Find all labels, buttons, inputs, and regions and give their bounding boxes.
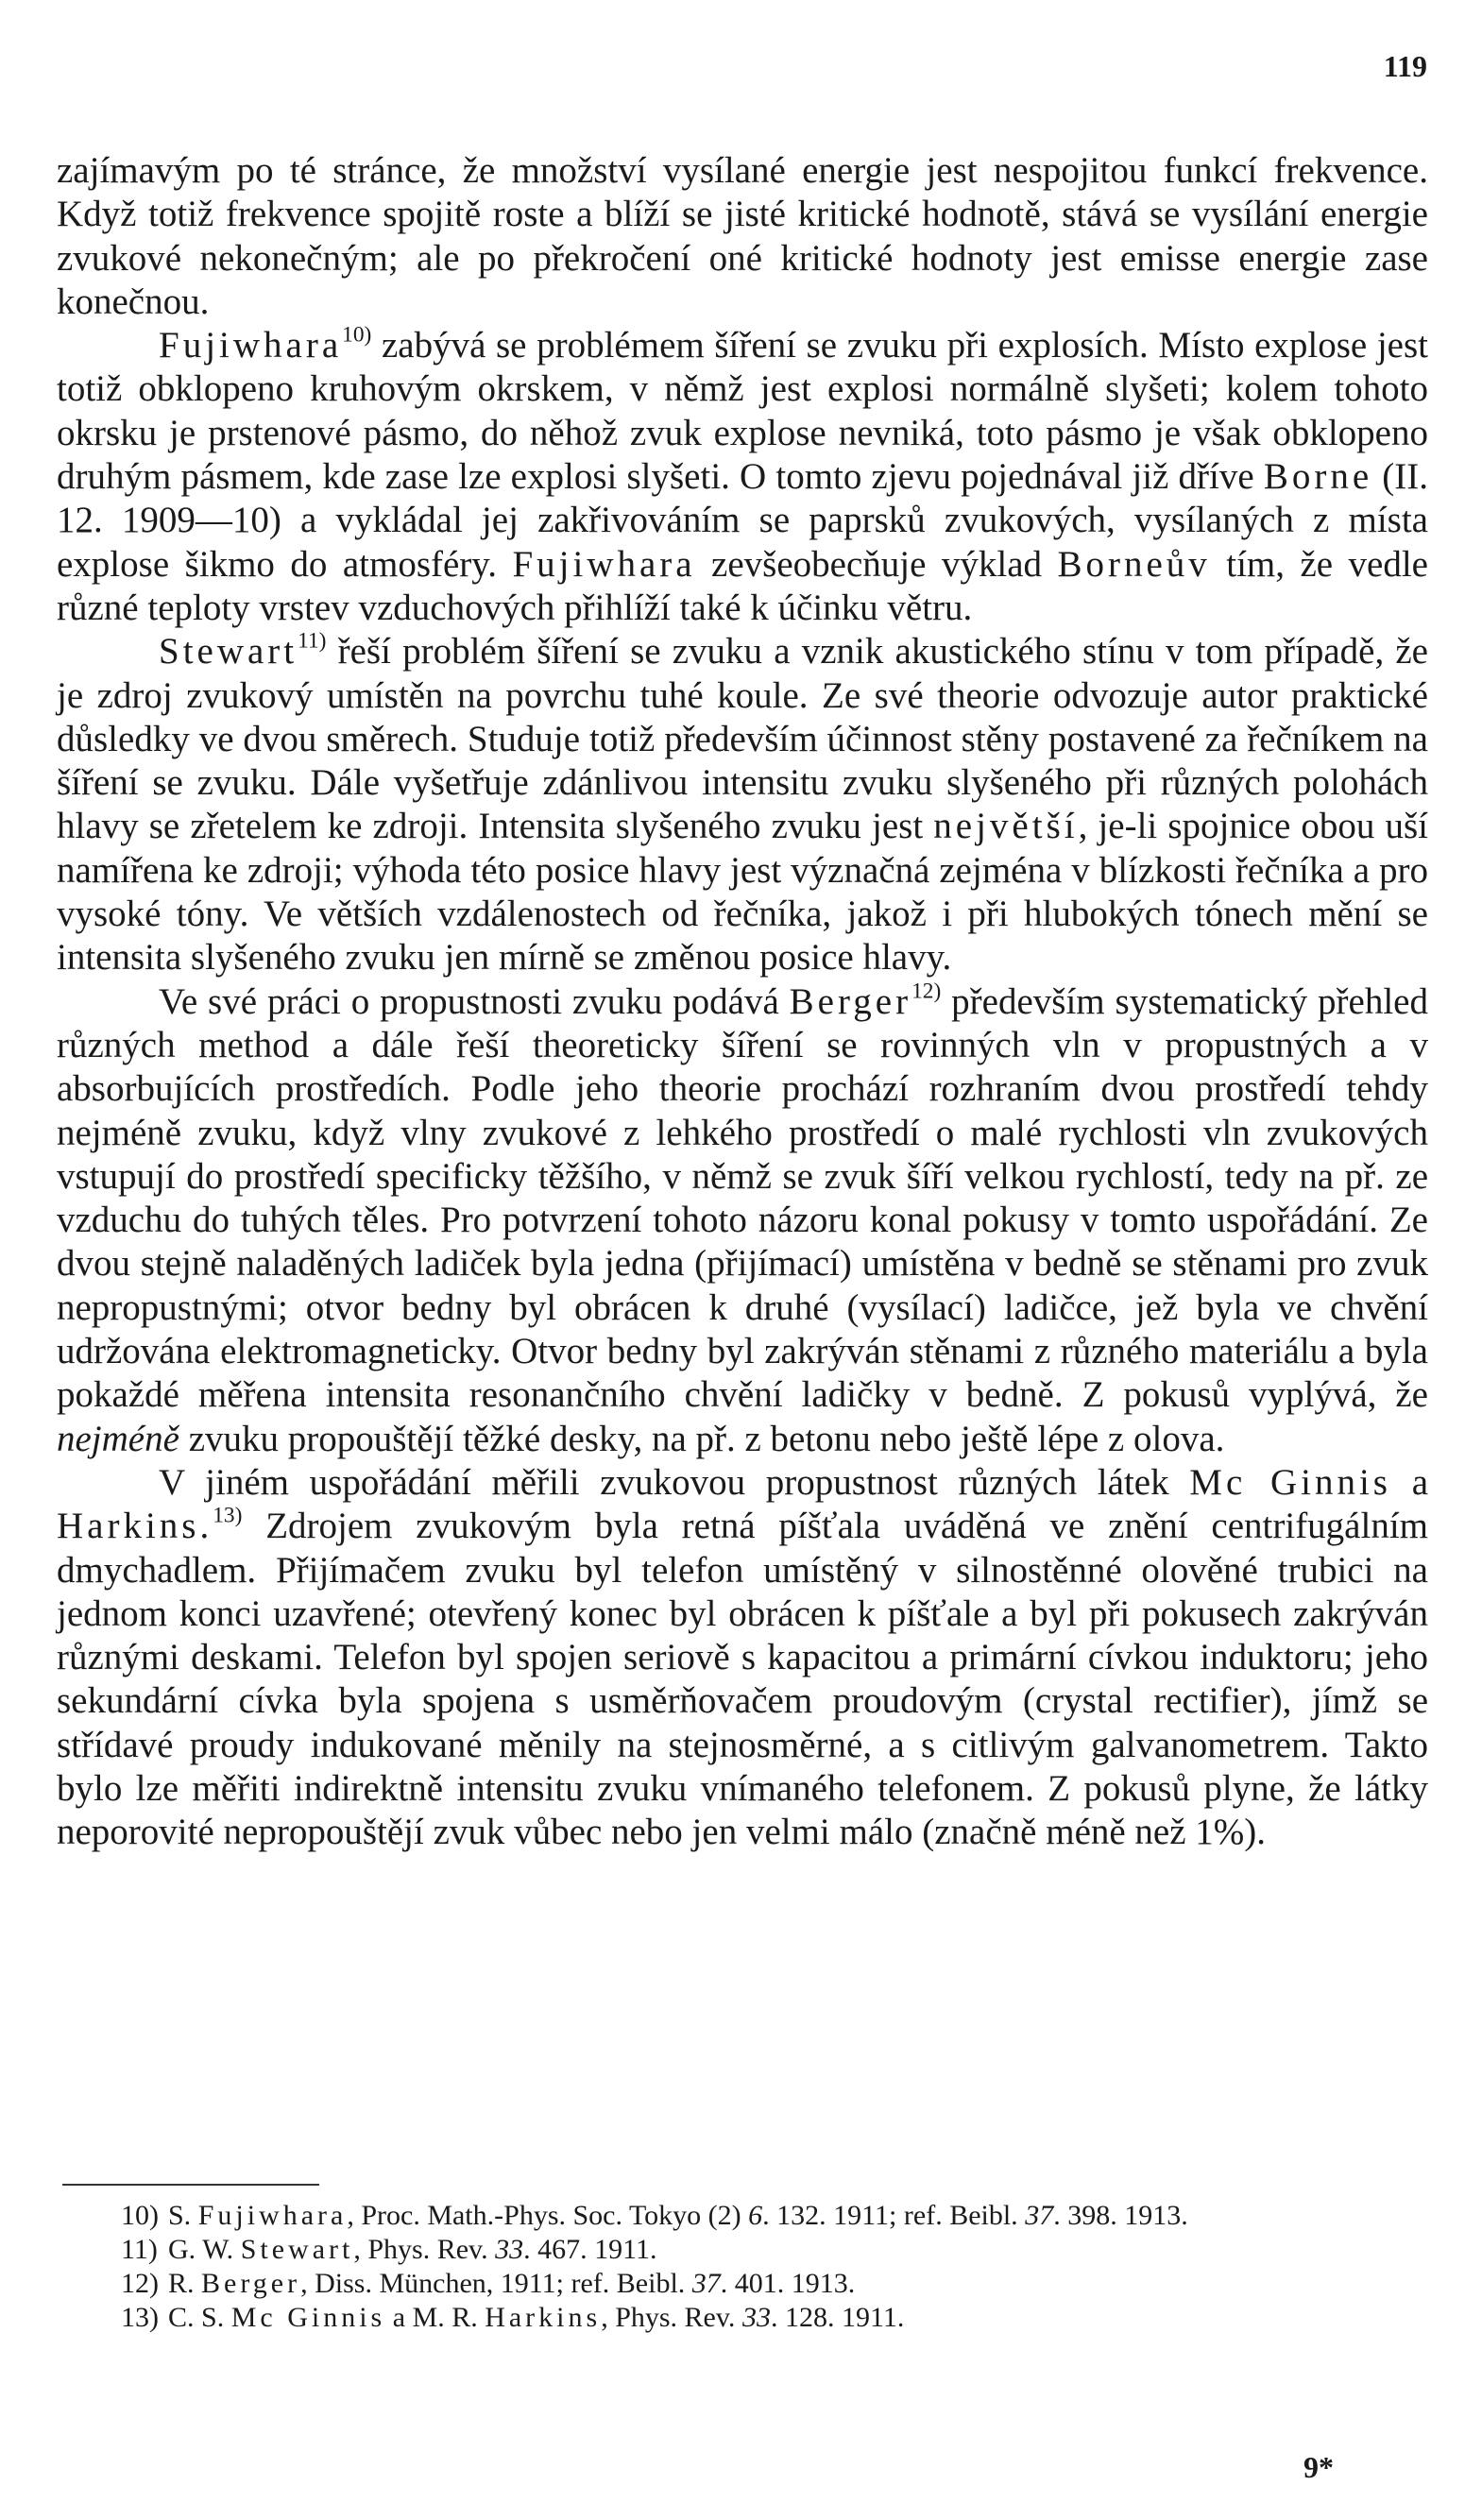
author-name: Berger	[201, 2268, 301, 2299]
footnote-10	[62, 2199, 1426, 2233]
emphasis: největší	[933, 806, 1079, 847]
volume-number: 33	[495, 2234, 524, 2265]
footnote-ref[interactable]: 12)	[911, 979, 942, 1004]
volume-number: 37	[691, 2268, 721, 2299]
volume-number: 37	[1025, 2200, 1054, 2231]
volume-number: 6	[748, 2200, 763, 2231]
author-name: Harkins.	[57, 1506, 213, 1547]
volume-number: 33	[741, 2302, 771, 2333]
paragraph-2	[57, 324, 1428, 630]
author-name: Borne	[1263, 456, 1373, 498]
text-run: Zdrojem zvukovým byla retná píšťala uváděná ve znění centrifugálním dmychadlem. Přijímačem zvuku byl telefon umístěný v silnostěnné olověné trubici na jednom konci uzavřené; otevřený konec byl obrácen k píšťale a byl při pokusech zakrýván různými deskami. Telefon byl spojen seriově s kapacitou a primární cívkou induktoru; jeho sekundární cívka byla spojena s usměrňovačem proudovým (crystal rectifier), jímž se střídavé proudy indukované měnily na stejnosměrné, a s citlivým galvanometrem. Takto bylo lze měřiti indirektně intensitu zvuku vnímaného telefonem. Z pokusů plyne, že látky neporovité nepropouštějí zvuk vůbec nebo jen velmi málo (značně méně než 1%).	[57, 1506, 1428, 1853]
author-name: Harkins	[485, 2302, 602, 2333]
author-name: Borneův	[1057, 543, 1211, 585]
text-run: S.	[168, 2200, 198, 2231]
footnote-ref[interactable]: 13)	[213, 1503, 243, 1528]
text-run: , Phys. Rev.	[601, 2302, 742, 2333]
text-run: , Phys. Rev.	[353, 2234, 496, 2265]
text-run: V jiném uspořádání měřili zvukovou propustnost různých látek	[159, 1461, 1190, 1503]
footnotes	[62, 2199, 1426, 2335]
author-name: Fujiwhara	[197, 2200, 348, 2231]
text-run: tím, že vedle různé teploty vrstev vzduchových přihlíží také k účinku větru.	[57, 543, 1428, 628]
paragraph-3	[57, 630, 1428, 979]
text-run: řeší problém šíření se zvuku a vznik akustického stínu v tom případě, že je zdroj zvukový umístěn na povrchu tuhé koule. Ze své theorie odvozuje autor praktické důsledky ve dvou směrech. Studuje totiž především účinnost stěny postavené za řečníkem na šíření se zvuku. Dále vyšetřuje zdánlivou intensitu zvuku slyšeného při různých polohách hlavy se zřetelem ke zdroji. Intensita slyšeného zvuku jest	[57, 631, 1428, 847]
text-run: R.	[168, 2268, 202, 2299]
paragraph-4	[57, 980, 1428, 1461]
text-run: především systematický přehled různých method a dále řeší theoreticky šíření se rovinných vln v propustných a v absorbujících prostředích. Podle jeho theorie prochází rozhraním dvou prostředí tehdy nejméně zvuku, když vlny zvukové z lehkého prostředí o malé rychlosti vln zvukových vstupují do prostředí specificky těžšího, v němž se zvuk šíří velkou rychlostí, tedy na př. ze vzduchu do tuhých těles. Pro potvrzení tohoto názoru konal pokusy v tomto uspořádání. Ze dvou stejně naladěných ladiček byla jedna (přijímací) umístěna v bedně se stěnami pro zvuk nepropustnými; otvor bedny byl obrácen k druhé (vysílací) ladičce, jež byla ve chvění udržována elektromagneticky. Otvor bedny byl zakrýván stěnami z různého materiálu a byla pokaždé měřena intensita resonančního chvění ladičky v bedně. Z pokusů vyplývá, že	[57, 980, 1428, 1416]
author-name: Mc Ginnis	[230, 2302, 386, 2333]
emphasis: nejméně	[57, 1418, 179, 1459]
text-run: C. S.	[168, 2302, 231, 2333]
paragraph-5	[57, 1461, 1428, 1855]
footnote-ref[interactable]: 10)	[342, 322, 372, 348]
text-run: . 132. 1911; ref. Beibl.	[762, 2200, 1026, 2231]
author-name: Stewart	[240, 2234, 354, 2265]
text-run: zabývá se problémem šíření se zvuku při explosích. Místo explose jest totiž obklopeno kruhovým okrskem, v němž jest explosi normálně slyšeti; kolem tohoto okrsku je prstenové pásmo, do něhož zvuk explose nevniká, toto pásmo je však obklopeno druhým pásmem, kde zase lze explosi slyšeti. O tomto zjevu pojednával již dříve	[57, 325, 1428, 498]
text-run: (II. 12. 1909—10) a vykládal jej zakřivováním se paprsků zvukových, vysílaných z místa explose šikmo do atmosféry.	[57, 456, 1428, 585]
footnote-12	[62, 2267, 1426, 2301]
paragraph-1: zajímavým po té stránce, že množství vysílané energie jest nespojitou funkcí frekvence. Když totiž frekvence spojitě roste a blíží se jisté kritické hodnotě, stává se vysílání energie zvukové nekonečným; ale po překročení oné kritické hodnoty jest emisse energie zase konečnou.	[57, 150, 1428, 322]
text-run: G. W.	[168, 2234, 241, 2265]
footnote-mark: 11)	[121, 2234, 158, 2265]
page-number: 119	[1383, 49, 1427, 83]
text-run: . 128. 1911.	[770, 2302, 905, 2333]
author-name: Stewart	[159, 631, 298, 673]
text-run: zvuku propouštějí těžké desky, na př. z betonu nebo ještě lépe z olova.	[179, 1418, 1225, 1459]
author-name: Berger	[789, 980, 912, 1022]
footnote-13	[62, 2301, 1426, 2335]
text-run: . 398. 1913.	[1053, 2200, 1188, 2231]
text-run: , Proc. Math.-Phys. Soc. Tokyo (2)	[347, 2200, 749, 2231]
text-run: zevšeobecňuje výklad	[695, 543, 1058, 585]
text-run: a	[1391, 1461, 1429, 1503]
author-name: Fujiwhara	[512, 543, 696, 585]
signature-mark: 9*	[1303, 2450, 1334, 2484]
footnote-mark: 13)	[121, 2302, 159, 2333]
footnote-mark: 12)	[121, 2268, 159, 2299]
text-run: , Diss. München, 1911; ref. Beibl.	[300, 2268, 692, 2299]
text-run: Ve své práci o propustnosti zvuku podává	[159, 980, 790, 1022]
text-run: . 401. 1913.	[720, 2268, 856, 2299]
footnote-mark: 10)	[121, 2200, 159, 2231]
footnote-ref[interactable]: 11)	[298, 628, 327, 654]
author-name: Mc Ginnis	[1189, 1461, 1391, 1503]
text-run: . 467. 1911.	[523, 2234, 657, 2265]
footnote-divider	[62, 2184, 319, 2186]
body-text	[57, 149, 1428, 1855]
footnote-11	[62, 2233, 1426, 2267]
text-run: , je-li spojnice obou uší namířena ke zdroji; výhoda této posice hlavy jest význačná zejména v blízkosti řečníka a pro vysoké tóny. Ve větších vzdálenostech od řečníka, jakož i při hlubokých tónech mění se intensita slyšeného zvuku jen mírně se změnou posice hlavy.	[57, 806, 1428, 979]
text-run: a M. R.	[385, 2302, 485, 2333]
author-name: Fujiwhara	[159, 325, 343, 366]
